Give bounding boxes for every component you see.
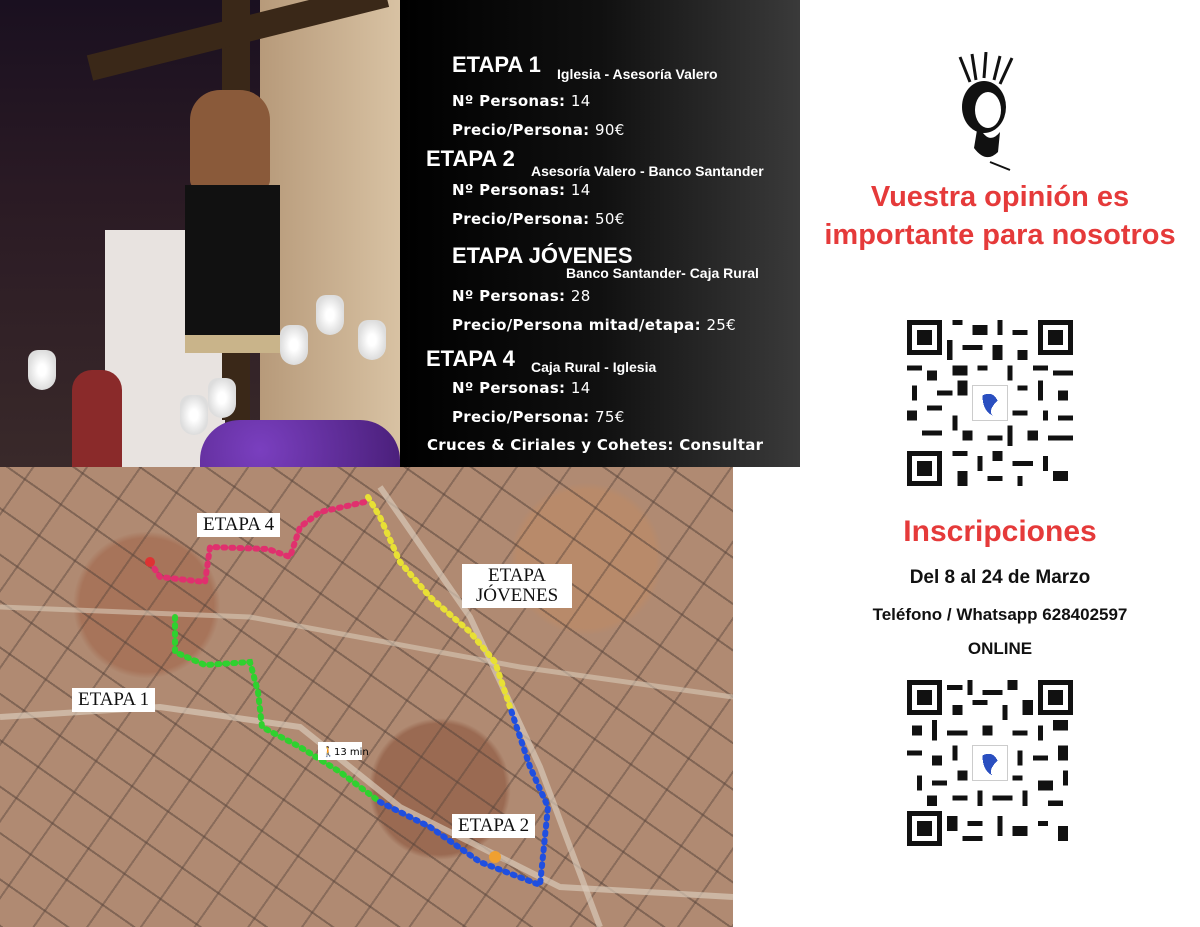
stage-2-people: Nº Personas: 14 (452, 181, 591, 199)
street (380, 487, 600, 927)
christ-figure (190, 90, 270, 190)
lamp (358, 320, 386, 360)
stage-jovenes-people: Nº Personas: 28 (452, 287, 591, 305)
black-robe (185, 185, 280, 353)
stage-4-title: ETAPA 4 (426, 346, 515, 371)
map-label-etapa-1: ETAPA 1 (72, 688, 155, 712)
walk-time-text: 13 min (334, 747, 369, 758)
jesus-nazareno-icon (950, 52, 1022, 172)
stage-jovenes-title: ETAPA JÓVENES (452, 243, 633, 268)
stage-1-title: ETAPA 1 (452, 52, 541, 77)
stage-4-route: Caja Rural - Iglesia (531, 359, 657, 375)
qr-code-icon[interactable] (907, 680, 1073, 846)
inscripciones-heading: Inscripciones (903, 515, 1097, 548)
lamp (208, 378, 236, 418)
lamp (28, 350, 56, 390)
street (0, 707, 733, 897)
lamp (180, 395, 208, 435)
map-label-etapa-jovenes: ETAPA JÓVENES (462, 564, 572, 608)
lamp (316, 295, 344, 335)
info-panel (800, 0, 1200, 927)
location-pin-icon (489, 851, 501, 863)
map-label-etapa-2: ETAPA 2 (452, 814, 535, 838)
extras-text: Cruces & Ciriales y Cohetes: Consultar (427, 436, 764, 454)
stage-1-route: Iglesia - Asesoría Valero (557, 66, 718, 82)
walking-person-icon: 🚶 (322, 747, 335, 758)
stage-jovenes-route: Banco Santander- Caja Rural (566, 265, 759, 281)
route-map (0, 467, 733, 927)
stage-1-price: Precio/Persona: 90€ (452, 121, 625, 139)
registration-dates: Del 8 al 24 de Marzo (909, 567, 1091, 588)
stage-4-people: Nº Personas: 14 (452, 379, 591, 397)
stage-2-title: ETAPA 2 (426, 146, 515, 171)
stage-1-people: Nº Personas: 14 (452, 92, 591, 110)
lamp (280, 325, 308, 365)
procession-photo (0, 0, 400, 480)
street (0, 607, 733, 697)
location-pin-icon (145, 557, 155, 567)
route-etapa-1 (175, 617, 380, 802)
church-wall (260, 0, 400, 480)
qr-code-icon[interactable] (907, 320, 1073, 486)
stage-4-price: Precio/Persona: 75€ (452, 408, 625, 426)
map-label-etapa-4: ETAPA 4 (197, 513, 280, 537)
contact-phone[interactable]: Teléfono / Whatsapp 628402597 (872, 605, 1128, 624)
stage-2-price: Precio/Persona: 50€ (452, 210, 625, 228)
opinion-heading: Vuestra opinión es importante para nosotros (824, 181, 1176, 251)
stage-2-route: Asesoría Valero - Banco Santander (531, 163, 764, 179)
stage-jovenes-price: Precio/Persona mitad/etapa: 25€ (452, 316, 736, 334)
online-label: ONLINE (967, 639, 1033, 658)
virgin-figure (72, 370, 122, 480)
